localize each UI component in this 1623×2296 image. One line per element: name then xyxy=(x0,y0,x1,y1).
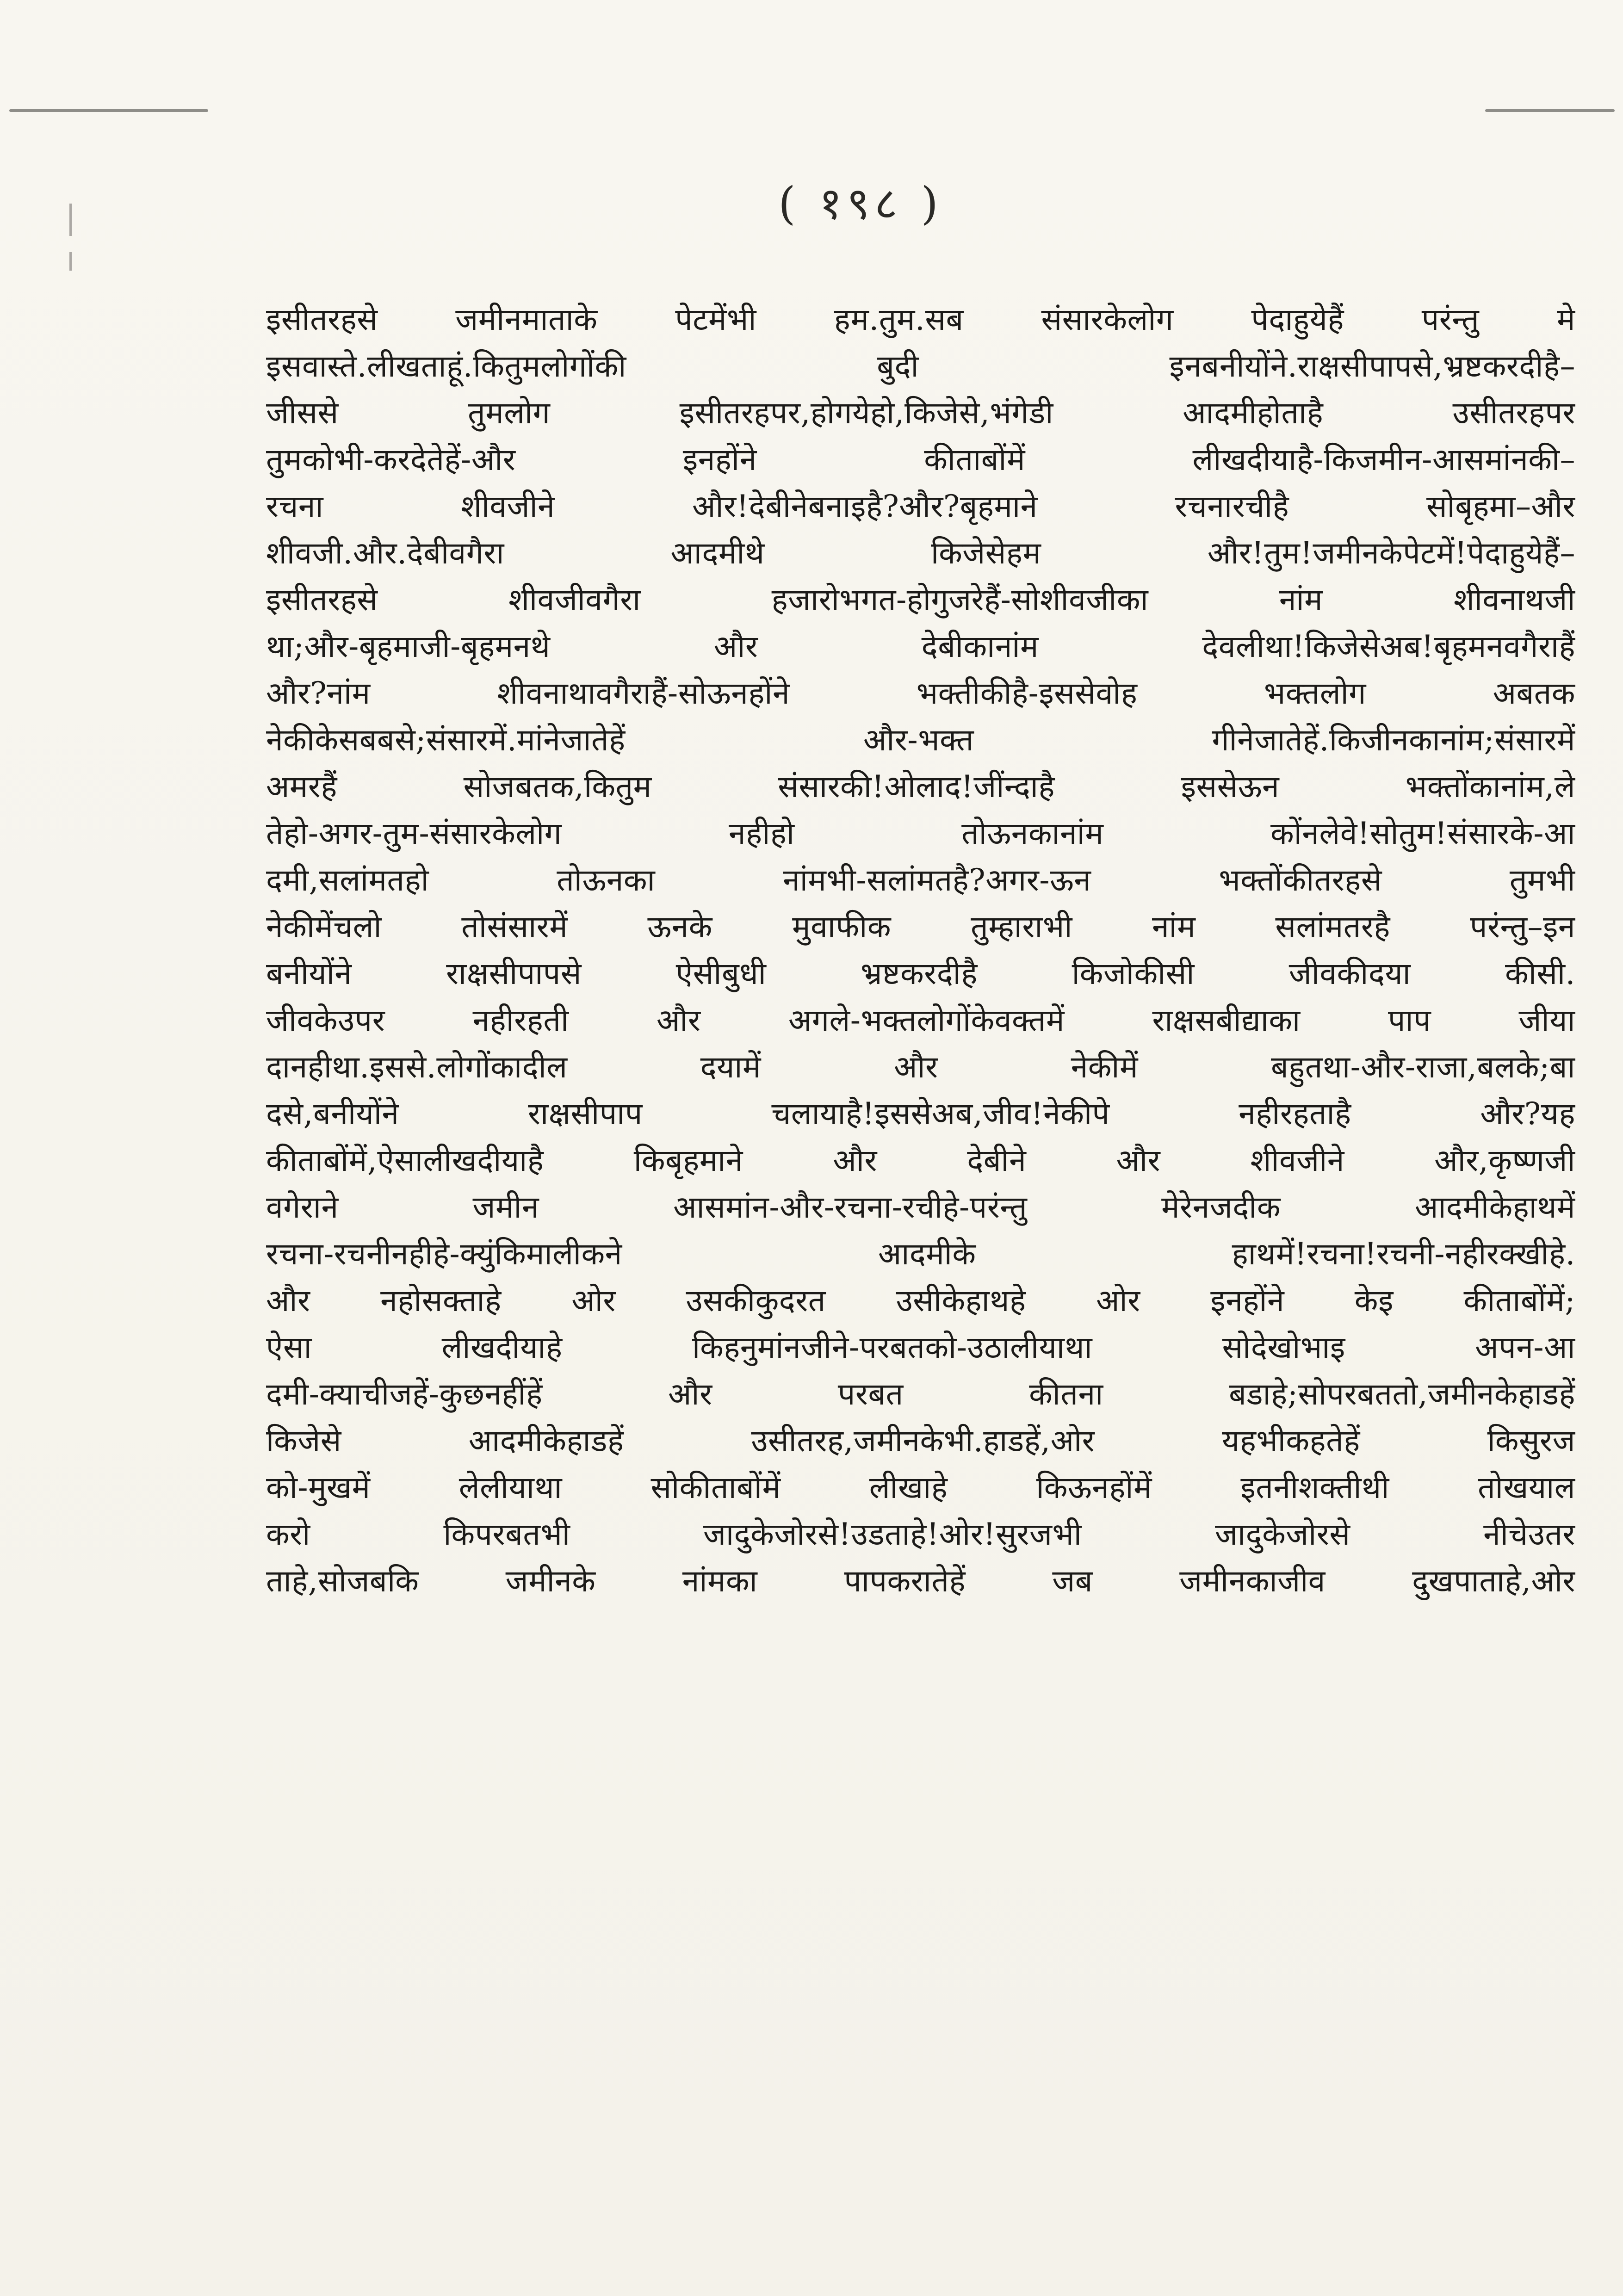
text-line: इसीतरहसे जमीनमाताके पेटमेंभी हम.तुम.सब संसारकेलोग पेदाहुयेहैं परंन्तु मे xyxy=(266,302,1575,337)
text-line: किजेसे आदमीकेहाडहें उसीतरह,जमीनकेभी.हाडहें,ओर यहभीकहतेहें किसुरज xyxy=(266,1423,1575,1459)
text-line: दमी-क्याचीजहें-कुछनहींहें और परबत कीतना बडाहे;सोपरबततो,जमीनकेहाडहें xyxy=(266,1376,1575,1412)
text-line: और नहोसक्ताहे ओर उसकीकुदरत उसीकेहाथहे ओर इनहोंने केइ कीताबोंमें; xyxy=(266,1283,1575,1318)
body-text xyxy=(266,296,1575,2193)
text-line: इसवास्ते.लीखताहूं.कितुमलोगोंकी बुदी इनबनीयोंने.राक्षसीपापसे,भ्रष्टकरदीहै– xyxy=(266,348,1575,384)
text-line: जीवकेउपर नहीरहती और अगले-भक्तलोगोंकेवक्तमें राक्षसबीद्याका पाप जीया xyxy=(266,1003,1575,1038)
text-line: ऐसा लीखदीयाहे किहनुमांनजीने-परबतको-उठालीयाथा सोदेखोभाइ अपन-आ xyxy=(266,1330,1575,1365)
text-line: जीससे तुमलोग इसीतरहपर,होगयेहो,किजेसे,भंगेडी आदमीहोताहै उसीतरहपर xyxy=(266,395,1575,431)
text-line: दसे,बनीयोंने राक्षसीपाप चलायाहै!इससेअब,जीव!नेकीपे नहीरहताहै और?यह xyxy=(266,1096,1575,1132)
text-line: बनीयोंने राक्षसीपापसे ऐसीबुधी भ्रष्टकरदीहै किजोकीसी जीवकीदया कीसी. xyxy=(266,956,1575,991)
margin-mark xyxy=(69,204,72,236)
text-line: तेहो-अगर-तुम-संसारकेलोग नहीहो तोऊनकानांम कोंनलेवे!सोतुम!संसारके-आ xyxy=(266,816,1575,851)
text-line: रचना शीवजीने और!देबीनेबनाइहै?और?बृहमाने रचनारचीहै सोबृहमा–और xyxy=(266,489,1575,524)
text-line: इसीतरहसे शीवजीवगैरा हजारोभगत-होगुजरेहैं-सोशीवजीका नांम शीवनाथजी xyxy=(266,582,1575,618)
text-line: शीवजी.और.देबीवगैरा आदमीथे किजेसेहम और!तुम!जमीनकेपेटमें!पेदाहुयेहैं– xyxy=(266,535,1575,571)
text-line: नेकीमेंचलो तोसंसारमें ऊनके मुवाफीक तुम्हाराभी नांम सलांमतरहै परंन्तु–इन xyxy=(266,909,1575,945)
text-line: था;और-बृहमाजी-बृहमनथे और देबीकानांम देवलीथा!किजेसेअब!बृहमनवगैराहैं xyxy=(266,629,1575,664)
text-line: वगेराने जमीन आसमांन-और-रचना-रचीहे-परंन्तु मेरेनजदीक आदमीकेहाथमें xyxy=(266,1189,1575,1225)
page-number: ( १९८ ) xyxy=(778,178,943,229)
text-line: को-मुखमें लेलीयाथा सोकीताबोंमें लीखाहे किऊनहोंमें इतनीशक्तीथी तोखयाल xyxy=(266,1470,1575,1505)
text-line: और?नांम शीवनाथावगैराहैं-सोऊनहोंने भक्तीकीहै-इससेवोह भक्तलोग अबतक xyxy=(266,675,1575,711)
scan-edge-line-right xyxy=(1485,109,1615,112)
text-line: कीताबोंमें,ऐसालीखदीयाहै किबृहमाने और देबीने और शीवजीने और,कृष्णजी xyxy=(266,1143,1575,1178)
text-line: तुमकोभी-करदेतेहें-और इनहोंने कीताबोंमें लीखदीयाहै-किजमीन-आसमांनकी– xyxy=(266,442,1575,477)
margin-mark xyxy=(69,252,72,271)
text-line: नेकीकेसबबसे;संसारमें.मांनेजातेहें और-भक्त गीनेजातेहें.किजीनकानांम;संसारमें xyxy=(266,722,1575,758)
text-line: रचना-रचनीनहीहे-क्युंकिमालीकने आदमीके हाथमें!रचना!रचनी-नहीरक्खीहे. xyxy=(266,1236,1575,1272)
text-line: ताहे,सोजबकि जमीनके नांमका पापकरातेहें जब जमीनकाजीव दुखपाताहे,ओर xyxy=(266,1563,1575,1599)
text-line: करो किपरबतभी जादुकेजोरसे!उडताहे!ओर!सुरजभी जादुकेजोरसे नीचेउतर xyxy=(266,1516,1575,1552)
text-line: दानहीथा.इससे.लोगोंकादील दयामें और नेकीमें बहुतथा-और-राजा,बलके;बा xyxy=(266,1049,1575,1085)
text-line: अमरहैं सोजबतक,कितुम संसारकी!ओलाद!जींन्दाहै इससेऊन भक्तोंकानांम,ले xyxy=(266,769,1575,805)
text-line: दमी,सलांमतहो तोऊनका नांमभी-सलांमतहै?अगर-ऊन भक्तोंकीतरहसे तुमभी xyxy=(266,862,1575,898)
scan-edge-line-left xyxy=(9,109,208,112)
